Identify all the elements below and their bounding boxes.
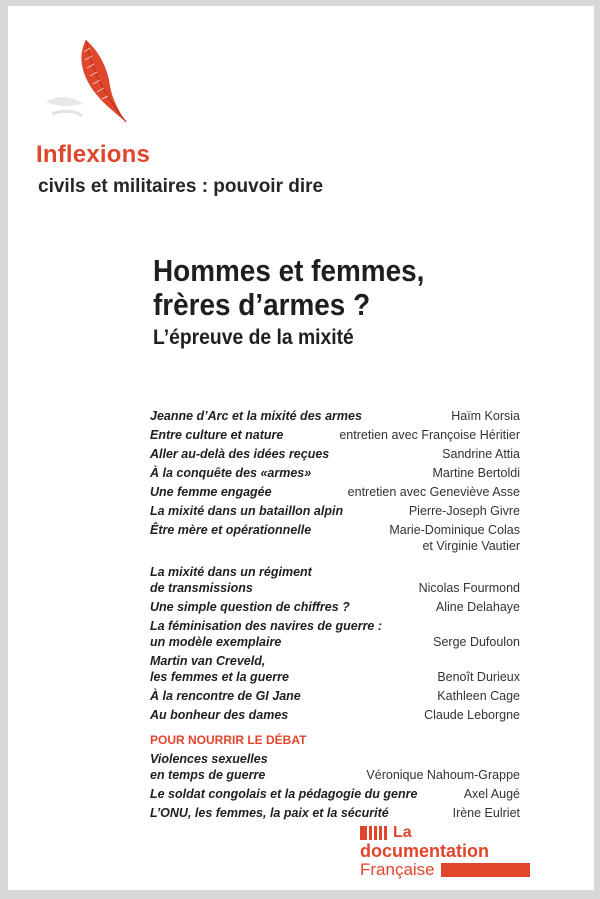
toc-entry: [150, 446, 520, 462]
toc-entry-author: Axel Augé: [463, 787, 520, 801]
toc-entry: [150, 805, 520, 821]
toc-entry: [150, 653, 520, 685]
toc-entry: [150, 408, 520, 424]
toc-entry-title: Violences sexuelles en temps de guerre: [150, 752, 268, 782]
toc-entry-title: Une simple question de chiffres ?: [150, 600, 350, 614]
toc-entry-title: La mixité dans un bataillon alpin: [150, 504, 344, 518]
toc-entry-title: Une femme engagée: [150, 485, 272, 499]
toc-entry-author: Marie-Dominique Colas et Virginie Vautier: [389, 523, 520, 553]
toc-entry: [150, 786, 520, 802]
title-block: [153, 254, 583, 350]
main-title-line-2: frères d’armes ?: [153, 287, 371, 322]
brand-tagline: civils et militaires : pouvoir dire: [38, 176, 324, 197]
toc-entry-title: Être mère et opérationnelle: [150, 523, 312, 537]
toc-entry-title: L’ONU, les femmes, la paix et la sécurité: [150, 806, 389, 820]
publisher-line-2: documentation: [360, 841, 489, 861]
debate-section-label: POUR NOURRIR LE DÉBAT: [150, 733, 307, 747]
toc-entry-title: À la rencontre de GI Jane: [150, 689, 301, 703]
publisher-line-3: Française: [360, 860, 435, 879]
toc-entry: [150, 618, 520, 650]
toc-entry-title: La mixité dans un régiment de transmissions: [150, 565, 312, 595]
quill-pen-icon: [38, 34, 133, 129]
toc-entry-title: Le soldat congolais et la pédagogie du genre: [150, 787, 418, 801]
toc-entry-author: Claude Leborgne: [424, 708, 520, 722]
toc-entry-title: Jeanne d’Arc et la mixité des armes: [150, 409, 362, 423]
toc-entry: [150, 564, 520, 596]
toc-entry-author: entretien avec Geneviève Asse: [347, 485, 520, 499]
toc-entry-author: Haïm Korsia: [451, 409, 520, 423]
toc-entry-author: Véronique Nahoum-Grappe: [366, 768, 520, 782]
toc-entry: [150, 503, 520, 519]
toc-entry-title: Aller au-delà des idées reçues: [150, 447, 330, 461]
toc-entry: [150, 707, 520, 723]
toc-entry: [150, 599, 520, 615]
toc-entry-author: Nicolas Fourmond: [418, 581, 520, 595]
publisher-logo: [360, 824, 530, 880]
toc-entry-title: Au bonheur des dames: [150, 708, 289, 722]
publisher-bar: [441, 863, 530, 877]
toc-entry-author: Benoît Durieux: [437, 670, 520, 684]
toc-entry: [150, 522, 520, 554]
toc-entry-author: Kathleen Cage: [437, 689, 520, 703]
main-title-line-1: Hommes et femmes,: [153, 253, 425, 288]
toc-entry-author: Martine Bertoldi: [432, 466, 520, 480]
toc-entry-author: Sandrine Attia: [442, 447, 520, 461]
toc-entry: [150, 427, 520, 443]
subtitle: L’épreuve de la mixité: [153, 326, 354, 349]
table-of-contents: [150, 408, 520, 824]
toc-entry-title: Entre culture et nature: [150, 428, 284, 442]
toc-entry: [150, 465, 520, 481]
brand-name: Inflexions: [36, 141, 151, 168]
toc-entry-title: La féminisation des navires de guerre : un modèle exemplaire: [150, 619, 383, 649]
toc-entry-title: Martin van Creveld, les femmes et la guerre: [150, 654, 289, 684]
toc-entry-author: Pierre-Joseph Givre: [408, 504, 520, 518]
book-cover: [8, 6, 594, 890]
toc-entry-author: Serge Dufoulon: [433, 635, 520, 649]
toc-entry: [150, 484, 520, 500]
toc-entry: [150, 751, 520, 783]
toc-entry-author: Aline Delahaye: [435, 600, 520, 614]
barcode-stripes-icon: [360, 826, 387, 840]
toc-entry-author: entretien avec Françoise Héritier: [339, 428, 520, 442]
toc-entry-title: À la conquête des «armes»: [150, 466, 312, 480]
publisher-line-1: La: [393, 824, 412, 841]
toc-entry: [150, 688, 520, 704]
toc-entry-author: Irène Eulriet: [452, 806, 520, 820]
